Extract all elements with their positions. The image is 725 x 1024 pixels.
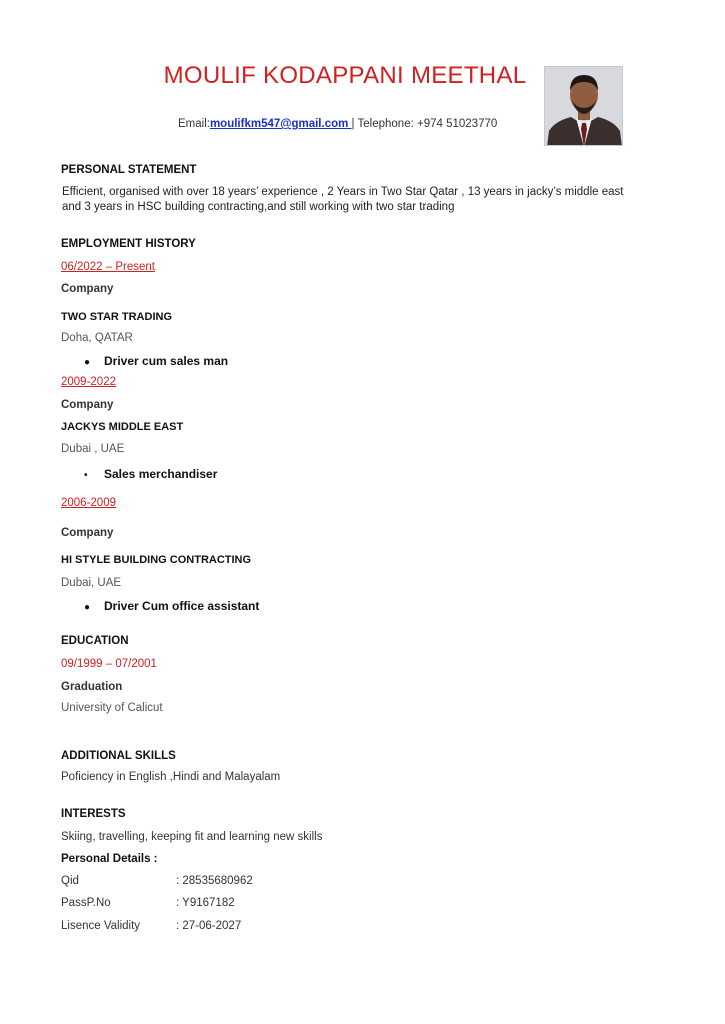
interests-heading: INTERESTS [61,808,126,820]
email-link[interactable]: moulifkm547@gmail.com [209,118,352,130]
education-dates: 09/1999 – 07/2001 [61,658,157,670]
profile-photo [544,66,623,146]
education-school: University of Calicut [61,702,163,714]
education-heading: EDUCATION [61,635,129,647]
detail-key-passport: PassP.No [61,897,111,909]
interests-text: Skiing, travelling, keeping fit and learning new skills [61,831,323,843]
phone-label: | Telephone: [351,118,417,130]
job-3-role [84,599,259,613]
detail-value-passport: : Y9167182 [176,897,235,909]
job-3-dates: 2006-2009 [61,497,116,509]
job-1-company: TWO STAR TRADING [61,311,173,323]
detail-key-qid: Qid [61,875,79,887]
person-photo-icon [545,67,623,146]
contact-line [178,118,497,130]
job-1-role-text: Driver cum sales man [104,354,229,368]
personal-statement-heading: PERSONAL STATEMENT [61,164,197,176]
job-1-location: Doha, QATAR [61,332,133,344]
personal-statement-text: Efficient, organised with over 18 years’ experience , 2 Years in Two Star Qatar , 13 years in jacky’s middle east and 3 years in HSC building contracting,and still working with two star trading [62,186,624,213]
job-3-company: HI STYLE BUILDING CONTRACTING [61,554,252,566]
resume-name: MOULIF KODAPPANI MEETHAL [163,62,527,89]
job-3-location: Dubai, UAE [61,577,122,589]
detail-value-qid: : 28535680962 [176,875,253,887]
detail-value-licence: : 27-06-2027 [176,920,242,932]
phone-number: +974 51023770 [417,118,498,130]
job-2-role [84,467,217,481]
employment-heading: EMPLOYMENT HISTORY [61,238,196,250]
bullet-icon: ● [84,357,91,368]
email-label: Email: [178,118,210,130]
job-2-role-text: Sales merchandiser [104,467,218,481]
job-1-label: Company [61,283,114,295]
job-3-label: Company [61,527,114,539]
job-2-location: Dubai , UAE [61,443,125,455]
job-2-dates: 2009-2022 [61,376,116,388]
personal-details-heading: Personal Details : [61,853,158,865]
education-degree: Graduation [61,681,123,693]
job-2-company: JACKYS MIDDLE EAST [61,421,184,433]
job-1-dates: 06/2022 – Present [61,261,155,273]
skills-heading: ADDITIONAL SKILLS [61,750,176,762]
job-3-role-text: Driver Cum office assistant [104,599,260,613]
detail-key-licence: Lisence Validity [61,920,141,932]
bullet-icon: ● [84,602,91,613]
skills-text: Poficiency in English ,Hindi and Malayalam [61,771,281,783]
job-2-label: Company [61,399,114,411]
bullet-icon: • [84,470,88,481]
job-1-role [84,354,228,368]
